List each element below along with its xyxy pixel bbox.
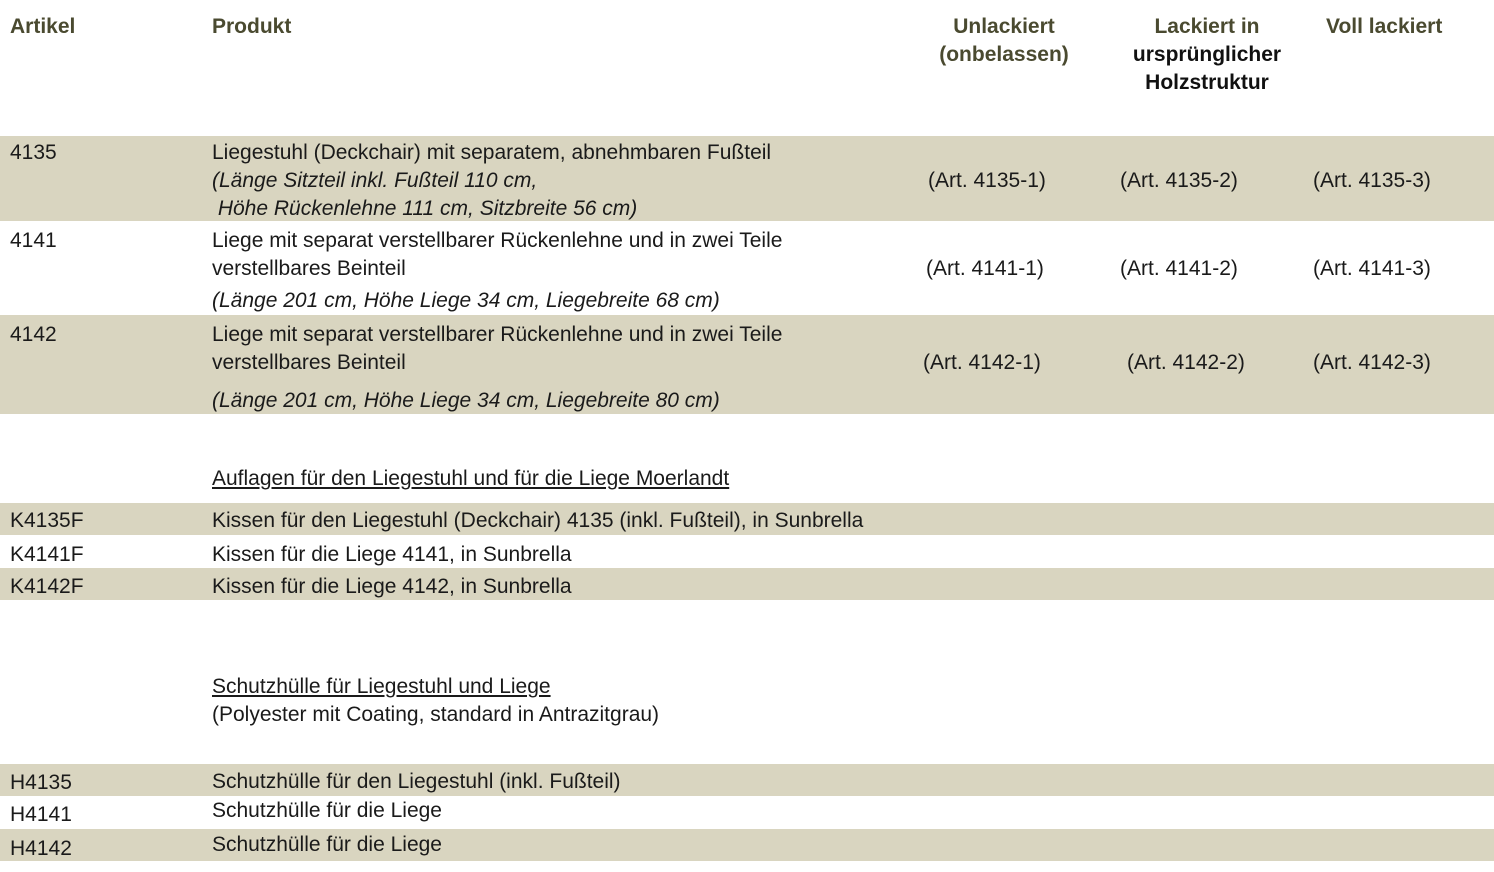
list-item-text: Kissen für die Liege 4142, in Sunbrella <box>212 575 572 598</box>
list-item-artikel: K4141F <box>10 543 84 566</box>
row-product-line: verstellbares Beinteil <box>212 257 406 280</box>
row-product-line: Liege mit separat verstellbarer Rückenlehne und in zwei Teile <box>212 323 783 346</box>
list-item-text: Schutzhülle für den Liegestuhl (inkl. Fußteil) <box>212 770 621 793</box>
header-lackiert <box>1107 13 1307 97</box>
row-artikel: 4141 <box>10 229 57 252</box>
row-product-line: Liegestuhl (Deckchair) mit separatem, abnehmbaren Fußteil <box>212 141 772 164</box>
list-item-artikel: K4142F <box>10 575 84 598</box>
row-variant-voll: (Art. 4141-3) <box>1313 257 1431 280</box>
header-voll-lackiert: Voll lackiert <box>1326 15 1443 38</box>
row-variant-unlackiert: (Art. 4142-1) <box>923 351 1041 374</box>
row-artikel: 4135 <box>10 141 57 164</box>
list-item-text: Schutzhülle für die Liege <box>212 799 442 822</box>
header-unlackiert <box>904 13 1104 69</box>
header-lackiert-line3: Holzstruktur <box>1145 71 1269 94</box>
row-product-dimensions: (Länge 201 cm, Höhe Liege 34 cm, Liegebreite 80 cm) <box>212 389 720 412</box>
header-artikel: Artikel <box>10 15 76 38</box>
list-item-artikel: H4135 <box>10 771 72 794</box>
header-lackiert-line1: Lackiert in <box>1154 15 1260 38</box>
list-item-artikel: H4142 <box>10 837 72 860</box>
list-item-text: Schutzhülle für die Liege <box>212 833 442 856</box>
section-title-auflagen: Auflagen für den Liegestuhl und für die Liege Moerlandt <box>212 467 730 490</box>
row-artikel: 4142 <box>10 323 57 346</box>
row-product-dimensions: Höhe Rückenlehne 111 cm, Sitzbreite 56 cm) <box>212 197 638 220</box>
row-product-dimensions: (Länge 201 cm, Höhe Liege 34 cm, Liegebreite 68 cm) <box>212 289 720 312</box>
section-title-schutzhuelle: Schutzhülle für Liegestuhl und Liege <box>212 675 551 698</box>
row-variant-unlackiert: (Art. 4141-1) <box>926 257 1044 280</box>
header-produkt: Produkt <box>212 15 292 38</box>
row-product-line: verstellbares Beinteil <box>212 351 406 374</box>
header-lackiert-line2: ursprünglicher <box>1132 43 1282 66</box>
row-variant-unlackiert: (Art. 4135-1) <box>928 169 1046 192</box>
row-product-dimensions: (Länge Sitzteil inkl. Fußteil 110 cm, <box>212 169 538 192</box>
list-item-artikel: K4135F <box>10 509 84 532</box>
header-unlackiert-line1: Unlackiert <box>953 15 1055 38</box>
list-item-artikel: H4141 <box>10 803 72 826</box>
row-variant-lackiert: (Art. 4135-2) <box>1120 169 1238 192</box>
row-variant-lackiert: (Art. 4141-2) <box>1120 257 1238 280</box>
row-product-line: Liege mit separat verstellbarer Rückenlehne und in zwei Teile <box>212 229 783 252</box>
row-variant-voll: (Art. 4142-3) <box>1313 351 1431 374</box>
row-variant-lackiert: (Art. 4142-2) <box>1127 351 1245 374</box>
section-subtitle-schutzhuelle: (Polyester mit Coating, standard in Antrazitgrau) <box>212 703 660 726</box>
header-unlackiert-line2: (onbelassen) <box>939 43 1069 66</box>
list-item-text: Kissen für die Liege 4141, in Sunbrella <box>212 543 572 566</box>
list-item-text: Kissen für den Liegestuhl (Deckchair) 4135 (inkl. Fußteil), in Sunbrella <box>212 509 864 532</box>
row-variant-voll: (Art. 4135-3) <box>1313 169 1431 192</box>
